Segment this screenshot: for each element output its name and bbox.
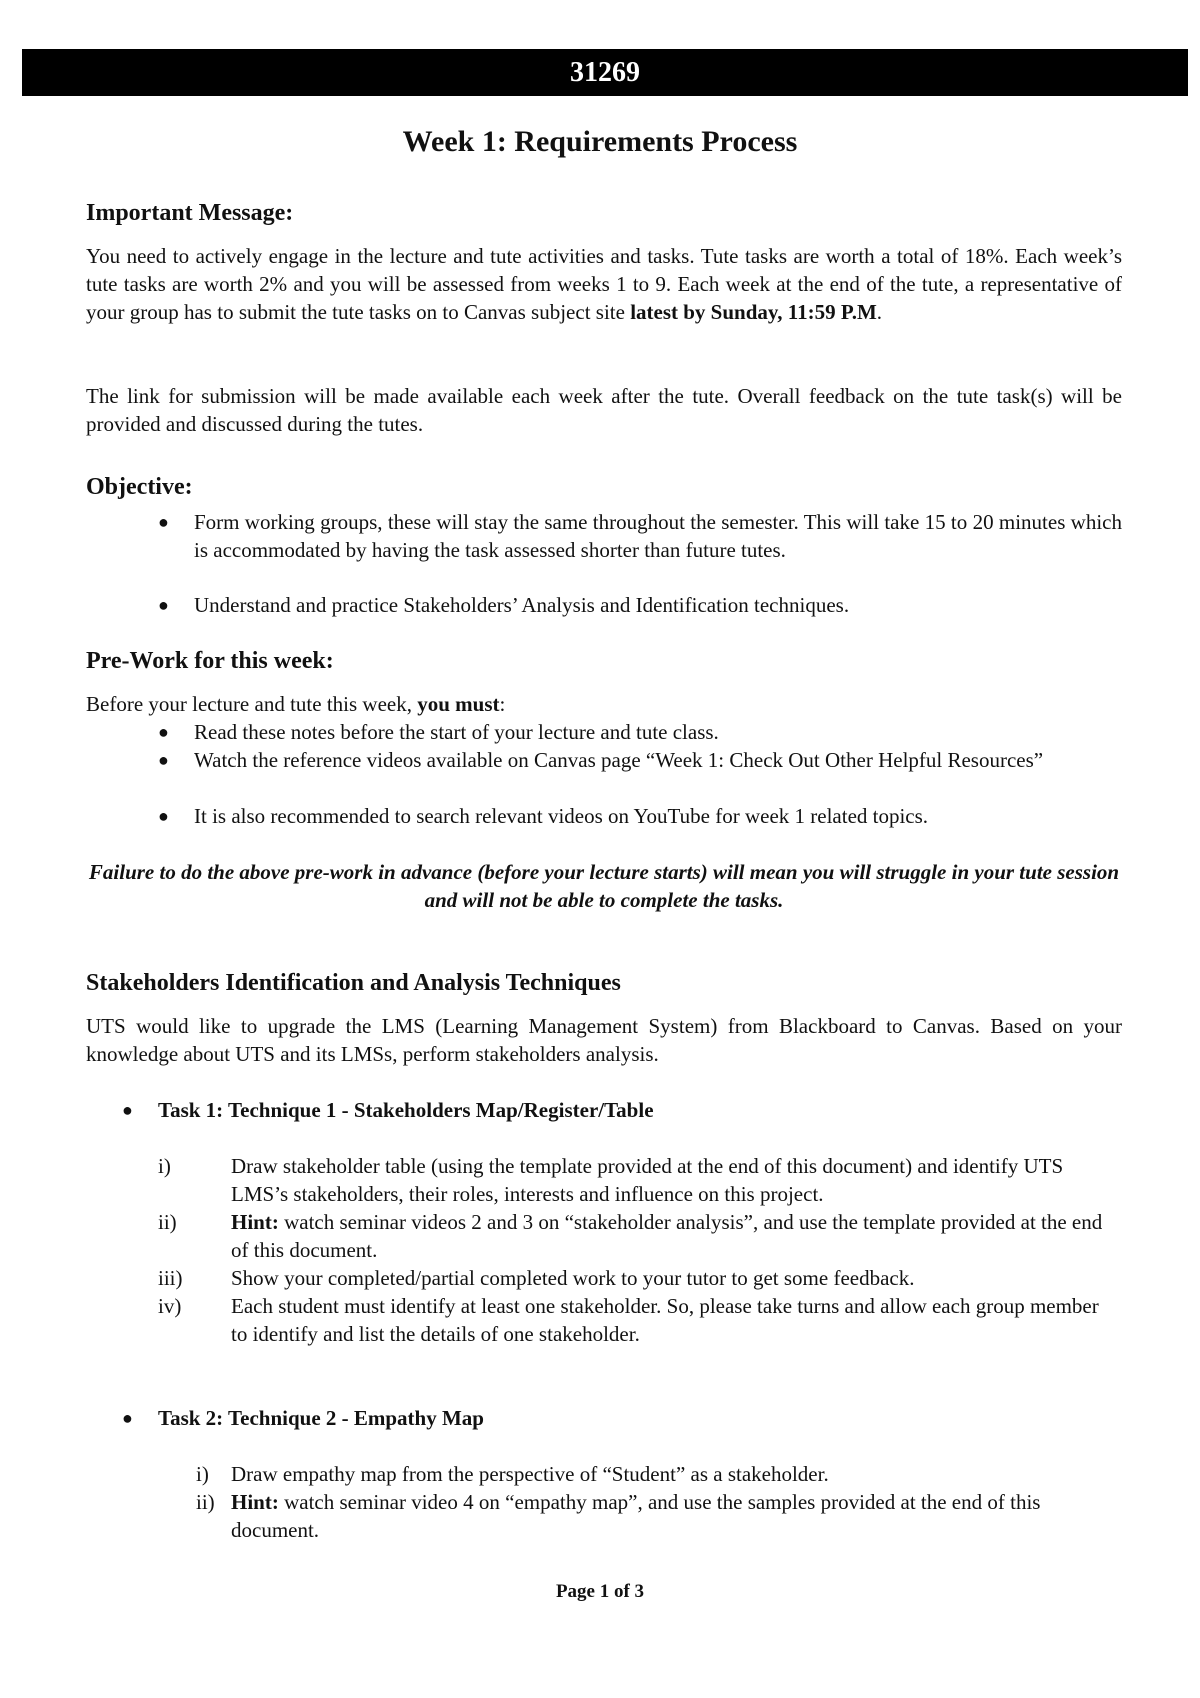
prework-warning: Failure to do the above pre-work in advance (before your lecture starts) will mean you will struggle in your tute session and will not be able to complete the tasks. — [88, 860, 1120, 912]
objective-heading: Objective: — [86, 474, 193, 500]
task-1-item-4: Each student must identify at least one stakeholder. So, please take turns and allow each group member to identify and list the details of one stakeholder. — [231, 1294, 1099, 1346]
important-paragraph-1: You need to actively engage in the lecture and tute activities and tasks. Tute tasks are worth a total of 18%. Each week’s tute tasks are worth 2% and you will be assessed from weeks 1 to 9. Each week at the end of the tute, a representative of your group has to submit the tute tasks on to Canvas subject site latest by Sunday, 11:59 P.M. — [86, 244, 1122, 324]
page-number: Page 1 of 3 — [555, 1581, 645, 1602]
task-2-item-number: ii) — [196, 1490, 215, 1514]
task-1-title: Task 1: Technique 1 - Stakeholders Map/Register/Table — [158, 1098, 654, 1122]
objective-item-1: Form working groups, these will stay the same throughout the semester. This will take 15 to 20 minutes which is accommodated by having the task assessed shorter than future tutes. — [194, 510, 1122, 562]
prework-item-1: Read these notes before the start of your lecture and tute class. — [194, 720, 719, 744]
task-2-title: Task 2: Technique 2 - Empathy Map — [158, 1406, 484, 1430]
page-title: Week 1: Requirements Process — [402, 125, 798, 158]
stakeholders-intro: UTS would like to upgrade the LMS (Learning Management System) from Blackboard to Canvas. Based on your knowledge about UTS and its LMSs, perform stakeholders analysis. — [86, 1014, 1122, 1066]
bullet-icon: ● — [158, 806, 169, 826]
task-1-item-number: iii) — [158, 1266, 183, 1290]
prework-intro: Before your lecture and tute this week, you must: — [86, 692, 506, 716]
task-2-item-1: Draw empathy map from the perspective of “Student” as a stakeholder. — [231, 1462, 829, 1486]
task-2-item-number: i) — [196, 1462, 209, 1486]
stakeholders-heading: Stakeholders Identification and Analysis Techniques — [86, 970, 621, 996]
task-2-item-2: Hint: watch seminar video 4 on “empathy map”, and use the samples provided at the end of this document. — [231, 1490, 1041, 1542]
objective-item-2: Understand and practice Stakeholders’ Analysis and Identification techniques. — [194, 593, 850, 617]
task-1-item-3: Show your completed/partial completed work to your tutor to get some feedback. — [231, 1266, 915, 1290]
prework-item-2: Watch the reference videos available on Canvas page “Week 1: Check Out Other Helpful Resources” — [194, 748, 1044, 772]
course-code-banner: 31269 — [22, 49, 1188, 96]
task-1-item-number: i) — [158, 1154, 171, 1178]
important-heading: Important Message: — [86, 200, 294, 226]
bullet-icon: ● — [158, 512, 169, 532]
important-paragraph-2: The link for submission will be made available each week after the tute. Overall feedback on the tute task(s) will be provided and discussed during the tutes. — [86, 384, 1122, 436]
task-1-item-number: iv) — [158, 1294, 182, 1318]
prework-heading: Pre-Work for this week: — [86, 648, 334, 674]
bullet-icon: ● — [158, 595, 169, 615]
task-1-item-number: ii) — [158, 1210, 177, 1234]
bullet-icon: ● — [122, 1408, 133, 1428]
bullet-icon: ● — [158, 750, 169, 770]
task-1-item-2: Hint: watch seminar videos 2 and 3 on “stakeholder analysis”, and use the template provided at the end of this document. — [231, 1210, 1103, 1262]
bullet-icon: ● — [122, 1100, 133, 1120]
prework-item-3: It is also recommended to search relevant videos on YouTube for week 1 related topics. — [194, 804, 929, 828]
bullet-icon: ● — [158, 722, 169, 742]
task-1-item-1: Draw stakeholder table (using the template provided at the end of this document) and identify UTS LMS’s stakeholders, their roles, interests and influence on this project. — [231, 1154, 1064, 1206]
